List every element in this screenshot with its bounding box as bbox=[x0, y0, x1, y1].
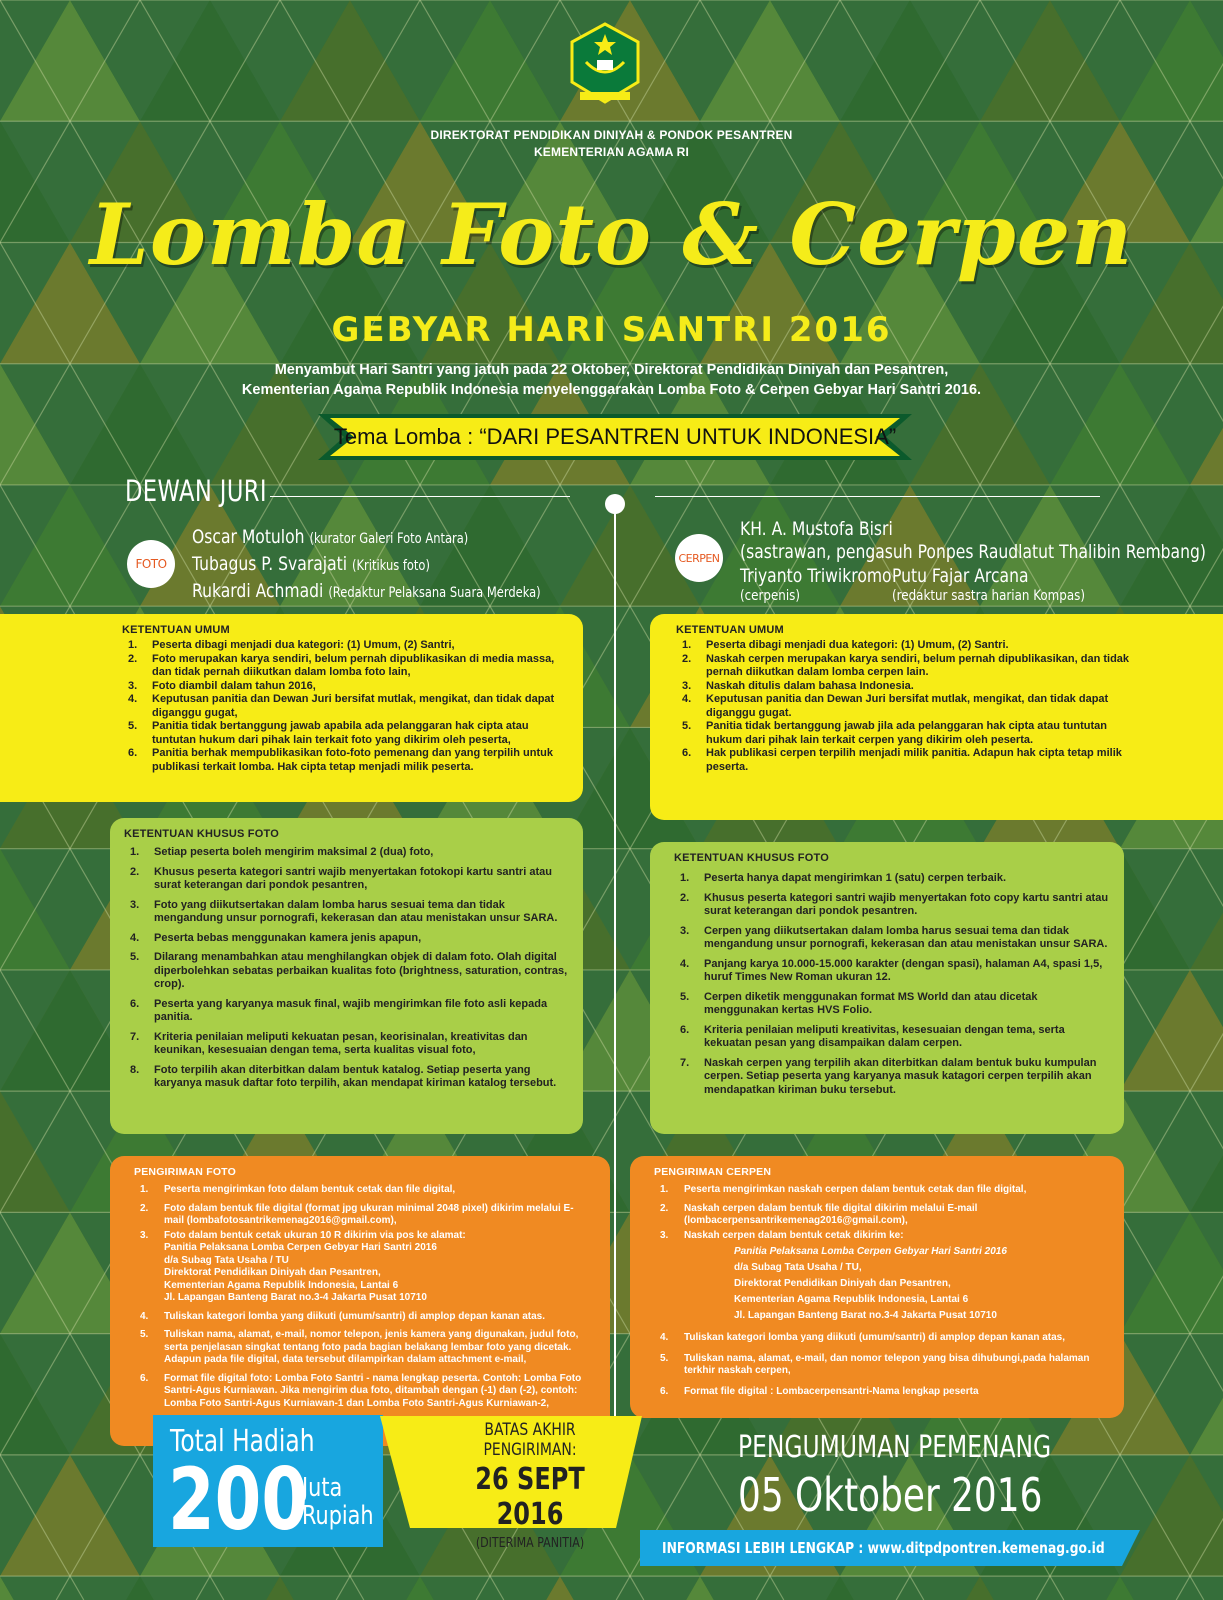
address-line: d/a Subag Tata Usaha / TU bbox=[164, 1254, 289, 1266]
juri-cerpen-1-name: KH. A. Mustofa Bisri bbox=[740, 518, 893, 540]
org-line-2: KEMENTERIAN AGAMA RI bbox=[533, 145, 690, 159]
hadiah-amount: 200 bbox=[168, 1450, 309, 1550]
page-title: Lomba Foto & Cerpen bbox=[89, 185, 1134, 284]
box-heading: PENGIRIMAN FOTO bbox=[134, 1166, 236, 1178]
list-item: 3. Foto yang diikutsertakan dalam lomba harus sesuai tema dan tidak mengandung unsur pornografi, kekerasan dan atau menistakan unsur SARA. bbox=[130, 898, 558, 924]
list-item: 5. Cerpen diketik menggunakan format MS World dan atau dicetak menggunakan kertas HVS Folio. bbox=[680, 990, 1038, 1016]
address-line: Direktorat Pendidikan Diniyah dan Pesantren, bbox=[164, 1267, 381, 1278]
bg-triangle bbox=[840, 1576, 980, 1600]
address-line: Panitia Pelaksana Lomba Cerpen Gebyar Hari Santri 2016 bbox=[164, 1242, 437, 1253]
list-item: 5. Tuliskan nama, alamat, e-mail, nomor telepon, jenis kamera yang digunakan, judul foto, serta penjelasan singkat tentang foto pada bagian belakang lembar foto yang dicetak. Adapun pada file digital, data tersebut dilampirkan dalam attachment e-mail, bbox=[140, 1329, 579, 1365]
list-item: 4. Keputusan panitia dan Dewan Juri bersifat mutlak, mengikat, dan tidak dapat diganggu gugat. bbox=[682, 693, 1109, 719]
box-heading: KETENTUAN UMUM bbox=[676, 624, 784, 636]
bg-triangle bbox=[280, 1576, 420, 1600]
tema-text: Tema Lomba : “DARI PESANTREN UNTUK INDONESIA” bbox=[333, 424, 897, 449]
list-item: 2. Foto dalam bentuk file digital (format jpg ukuran minimal 2048 pixel) dikirim melalui E-mail (lombafotosantrikemenag2016@gmail.com), bbox=[140, 1202, 574, 1226]
batas-text bbox=[420, 1420, 640, 1551]
cerpen-ketentuan-umum bbox=[650, 614, 1223, 820]
list-item: 6. Panitia berhak mempublikasikan foto-foto pemenang dan yang terpilih untuk publikasi terkait lomba. Hak cipta tetap menjadi milik peserta. bbox=[128, 747, 553, 773]
list-item: 5. Dilarang menambahkan atau menghilangkan objek di dalam foto. Olah digital diperbolehkan sebatas perbaikan kualitas foto (brightness, saturation, contras, crop). bbox=[130, 951, 568, 990]
address-line: Kementerian Agama Republik Indonesia, Lantai 6 bbox=[734, 1294, 969, 1305]
divider-left bbox=[270, 496, 570, 497]
list-item: 1. Setiap peserta boleh mengirim maksimal 2 (dua) foto, bbox=[130, 846, 434, 858]
list-item: 3. Foto diambil dalam tahun 2016, bbox=[128, 679, 316, 692]
pengumuman-label: PENGUMUMAN PEMENANG bbox=[738, 1430, 1052, 1465]
list-item: 8. Foto terpilih akan diterbitkan dalam bentuk katalog. Setiap peserta yang karyanya masuk daftar foto terpilih, akan mendapat kiriman katalog tersebut. bbox=[130, 1063, 557, 1089]
list-item: 3. Foto dalam bentuk cetak ukuran 10 R dikirim via pos ke alamat: Panitia Pelaksana Lomba Cerpen Gebyar Hari Santri 2016 d/a Subag Tata Usaha / TU Direktorat Pendidikan Diniyah dan Pesantren, Kementerian Agama Republik Indonesia, Lantai 6 Jl. Lapangan Banteng Barat no.3-4 Jakarta Pusat 10710 bbox=[140, 1229, 466, 1303]
list-item: 6. Peserta yang karyanya masuk final, wajib mengirimkan file foto asli kepada panitia. bbox=[130, 997, 548, 1023]
list-item: 1. Peserta mengirimkan foto dalam bentuk cetak dan file digital, bbox=[140, 1184, 456, 1195]
intro-text bbox=[150, 360, 1073, 400]
kemenag-logo bbox=[568, 22, 642, 110]
hadiah-unit-rupiah: Rupiah bbox=[302, 1501, 374, 1531]
cerpen-ketentuan-khusus bbox=[650, 842, 1124, 1134]
list-item: 2. Khusus peserta kategori santri wajib menyertakan fotokopi kartu santri atau surat keterangan dari pondok pesantren, bbox=[130, 865, 552, 891]
list-item: 2. Foto merupakan karya sendiri, belum pernah dipublikasikan di media massa, dan tidak pernah diikutkan dalam lomba foto lain, bbox=[128, 652, 555, 678]
list-item: 6. Hak publikasi cerpen terpilih menjadi milik panitia. Adapun hak cipta tetap milik peserta. bbox=[682, 747, 1122, 773]
list-item: 5. Panitia tidak bertanggung jawab apabila ada pelanggaran hak cipta atau tuntutan hukum dari pihak lain terkait foto yang dikirim oleh peserta, bbox=[128, 720, 529, 746]
address-line: Jl. Lapangan Banteng Barat no.3-4 Jakarta Pusat 10710 bbox=[164, 1292, 427, 1303]
list-item: 2. Naskah cerpen dalam bentuk file digital dikirim melalui E-mail (lombacerpensantrikemenag2016@gmail.com), bbox=[660, 1202, 978, 1226]
pengumuman-date: 05 Oktober 2016 bbox=[738, 1468, 1043, 1522]
box-heading: KETENTUAN KHUSUS FOTO bbox=[674, 852, 829, 864]
list-item: 1. Peserta dibagi menjadi dua kategori: (1) Umum, (2) Santri. bbox=[682, 639, 1009, 651]
intro-line-1: Menyambut Hari Santri yang jatuh pada 22 Oktober, Direktorat Pendidikan Diniyah dan Pesantren, bbox=[274, 362, 949, 378]
foto-ketentuan-khusus bbox=[110, 818, 583, 1134]
address-line: Jl. Lapangan Banteng Barat no.3-4 Jakarta Pusat 10710 bbox=[734, 1310, 997, 1321]
list-item: 5. Tuliskan nama, alamat, e-mail, dan nomor telepon yang bisa dihubungi,pada halaman terkhir naskah cerpen, bbox=[660, 1352, 1090, 1376]
address-line: Direktorat Pendidikan Diniyah dan Pesantren, bbox=[734, 1278, 951, 1289]
list-item: 6. Format file digital : Lombacerpensantri-Nama lengkap peserta bbox=[660, 1385, 979, 1397]
batas-note: (DITERIMA PANITIA) bbox=[475, 1536, 585, 1551]
bg-triangle bbox=[1120, 1576, 1223, 1600]
list-item: 1. Peserta mengirimkan naskah cerpen dalam bentuk cetak dan file digital, bbox=[660, 1184, 1027, 1195]
juri-cerpen-1-role: (sastrawan, pengasuh Ponpes Raudlatut Thalibin Rembang) bbox=[740, 541, 1206, 563]
list-item: 7. Naskah cerpen yang terpilih akan diterbitkan dalam bentuk buku kumpulan cerpen. Setiap peserta yang karyanya masuk katagori cerpen terpilih akan mendapatkan kiriman buku tersebut. bbox=[680, 1056, 1097, 1096]
list-item: 7. Kriteria penilaian meliputi kekuatan pesan, keorisinalan, kreativitas dan keunikan, kesesuaian dengan tema, serta kualitas visual foto, bbox=[130, 1030, 528, 1056]
list-item: 4. Tuliskan kategori lomba yang diikuti (umum/santri) di amplop depan kanan atas, bbox=[660, 1332, 1065, 1343]
bg-triangle bbox=[0, 1576, 140, 1600]
list-item: 4. Panjang karya 10.000-15.000 karakter (dengan spasi), halaman A4, spasi 1,5, huruf Times New Roman ukuran 12. bbox=[680, 957, 1103, 983]
list-item: 1. Peserta dibagi menjadi dua kategori: (1) Umum, (2) Santri, bbox=[128, 639, 455, 651]
pengiriman-foto bbox=[110, 1156, 610, 1446]
box-heading: PENGIRIMAN CERPEN bbox=[654, 1166, 772, 1178]
list-item: 6. Format file digital foto: Lomba Foto Santri - nama lengkap peserta. Contoh: Lomba Foto Santri-Agus Kurniawan. Jika mengirim dua foto, ditambah dengan (-1) dan (-2), contoh: Lomba Foto Santri-Agus Kurniawan-1 dan Lomba Foto Santri-Agus Kurniawan-2, bbox=[140, 1372, 582, 1409]
page-subtitle: GEBYAR HARI SANTRI 2016 bbox=[331, 310, 892, 350]
list-item: 3. Naskah cerpen dalam bentuk cetak dikirim ke: Panitia Pelaksana Lomba Cerpen Gebyar Hari Santri 2016 d/a Subag Tata Usaha / TU, Direktorat Pendidikan Diniyah dan Pesantren, Kementerian Agama Republik Indonesia, Lantai 6 Jl. Lapangan Banteng Barat no.3-4 Jakarta Pusat 10710 bbox=[660, 1229, 1007, 1321]
juri-cerpen-3-name: Putu Fajar Arcana bbox=[892, 565, 1029, 587]
divider-right bbox=[655, 496, 1100, 497]
bg-triangle bbox=[420, 1576, 560, 1600]
list-item: 6. Kriteria penilaian meliputi kreativitas, kesesuaian dengan tema, serta kekuatan pesan yang disampaikan dalam cerpen. bbox=[680, 1023, 1065, 1049]
address-line: Kementerian Agama Republik Indonesia, Lantai 6 bbox=[164, 1279, 399, 1291]
address-line: Panitia Pelaksana Lomba Cerpen Gebyar Hari Santri 2016 bbox=[734, 1246, 1007, 1257]
box-heading: KETENTUAN UMUM bbox=[122, 624, 230, 636]
intro-line-2: Kementerian Agama Republik Indonesia menyelenggarakan Lomba Foto & Cerpen Gebyar Hari Santri 2016. bbox=[241, 382, 982, 398]
batas-label: BATAS AKHIR PENGIRIMAN: bbox=[483, 1420, 577, 1460]
address-line: d/a Subag Tata Usaha / TU, bbox=[734, 1262, 862, 1273]
juri-foto-3: Rukardi Achmadi (Redaktur Pelaksana Suara Merdeka) bbox=[192, 580, 541, 602]
list-item: 3. Naskah ditulis dalam bahasa Indonesia. bbox=[682, 679, 914, 692]
hadiah-label: Total Hadiah bbox=[170, 1424, 315, 1459]
foto-badge: FOTO bbox=[127, 540, 175, 588]
box-heading: KETENTUAN KHUSUS FOTO bbox=[124, 828, 279, 840]
juri-cerpen-2-role: (cerpenis) bbox=[740, 588, 800, 604]
hadiah-unit bbox=[302, 1474, 374, 1530]
cerpen-badge: CERPEN bbox=[675, 534, 723, 582]
bg-triangle bbox=[980, 1576, 1120, 1600]
juri-foto-1: Oscar Motuloh (kurator Galeri Foto Antara) bbox=[192, 526, 469, 548]
list-item: 4. Keputusan panitia dan Dewan Juri bersifat mutlak, mengikat, dan tidak dapat diganggu gugat, bbox=[128, 693, 555, 719]
list-item: 5. Panitia tidak bertanggung jawab jila ada pelanggaran hak cipta atau tuntutan hukum dari pihak lain terkait cerpen yang dikirim oleh peserta. bbox=[682, 720, 1107, 746]
bg-triangle bbox=[140, 1576, 280, 1600]
foto-ketentuan-umum bbox=[0, 614, 583, 802]
juri-cerpen-3-role: (redaktur sastra harian Kompas) bbox=[892, 588, 1085, 604]
org-line-1: DIREKTORAT PENDIDIKAN DINIYAH & PONDOK PESANTREN bbox=[430, 128, 793, 142]
juri-foto-2: Tubagus P. Svarajati (Kritikus foto) bbox=[192, 553, 430, 575]
list-item: 4. Tuliskan kategori lomba yang diikuti (umum/santri) di amplop depan kanan atas. bbox=[140, 1310, 545, 1322]
center-timeline bbox=[614, 510, 616, 1430]
juri-cerpen-2-name: Triyanto Triwikromo bbox=[740, 565, 892, 587]
dewan-juri-heading: DEWAN JURI bbox=[125, 474, 267, 508]
bg-triangle bbox=[560, 1576, 700, 1600]
pengiriman-cerpen bbox=[630, 1156, 1124, 1418]
list-item: 4. Peserta bebas menggunakan kamera jenis apapun, bbox=[130, 931, 422, 944]
list-item: 1. Peserta hanya dapat mengirimkan 1 (satu) cerpen terbaik. bbox=[680, 872, 1007, 884]
timeline-dot bbox=[605, 494, 625, 514]
list-item: 3. Cerpen yang diikutsertakan dalam lomba harus sesuai tema dan tidak mengandung unsur pornografi, kekerasan dan atau menistakan unsur SARA. bbox=[680, 924, 1108, 950]
list-item: 2. Khusus peserta kategori santri wajib menyertakan foto copy kartu santri atau surat keterangan dari pondok pesantren. bbox=[680, 891, 1109, 917]
hadiah-unit-juta: Juta bbox=[302, 1473, 343, 1503]
info-link[interactable]: INFORMASI LEBIH LENGKAP : www.ditpdpontren.kemenag.go.id bbox=[662, 1539, 1105, 1557]
batas-date: 26 SEPT 2016 bbox=[475, 1462, 585, 1532]
list-item: 2. Naskah cerpen merupakan karya sendiri, belum pernah dipublikasikan, dan tidak pernah diikutkan dalam lomba cerpen lain. bbox=[682, 652, 1130, 678]
bg-triangle bbox=[700, 1576, 840, 1600]
